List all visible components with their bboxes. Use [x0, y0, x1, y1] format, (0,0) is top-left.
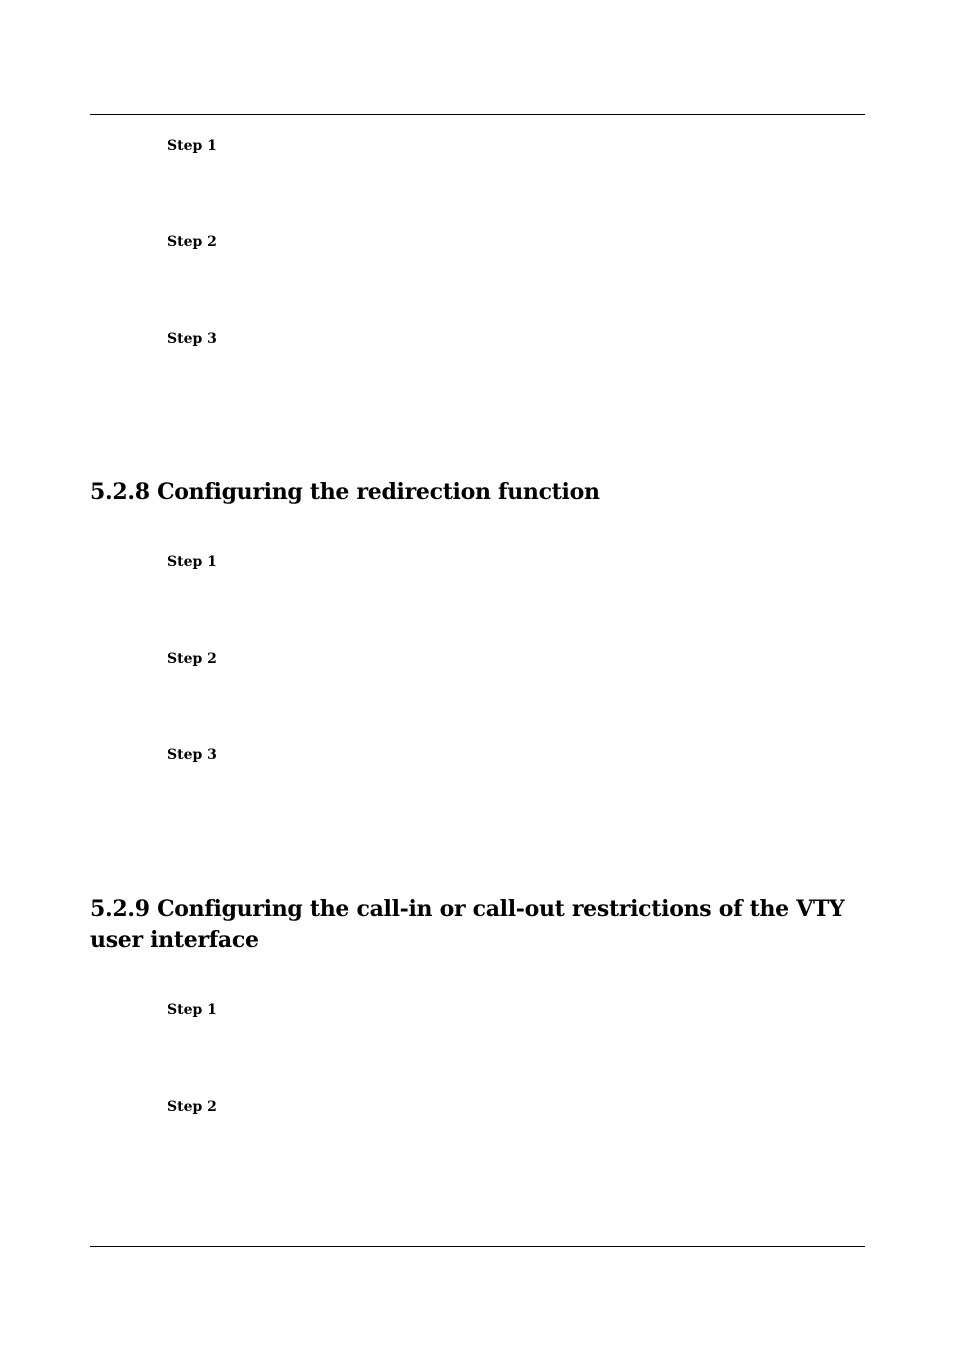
header-rule: [90, 114, 865, 115]
section-heading-5-2-8: 5.2.8 Configuring the redirection function: [90, 479, 600, 505]
section-heading-line: 5.2.9 Configuring the call-in or call-out restrictions of the VTY: [90, 896, 845, 922]
section-heading-5-2-9: [90, 894, 850, 956]
section-heading-line: user interface: [90, 927, 259, 953]
step-label: Step 2: [167, 234, 217, 250]
footer-rule: [90, 1246, 865, 1247]
step-label: Step 1: [167, 554, 217, 570]
step-label: Step 1: [167, 1002, 217, 1018]
step-label: Step 3: [167, 747, 217, 763]
step-label: Step 1: [167, 138, 217, 154]
step-label: Step 2: [167, 651, 217, 667]
step-label: Step 3: [167, 331, 217, 347]
step-label: Step 2: [167, 1099, 217, 1115]
